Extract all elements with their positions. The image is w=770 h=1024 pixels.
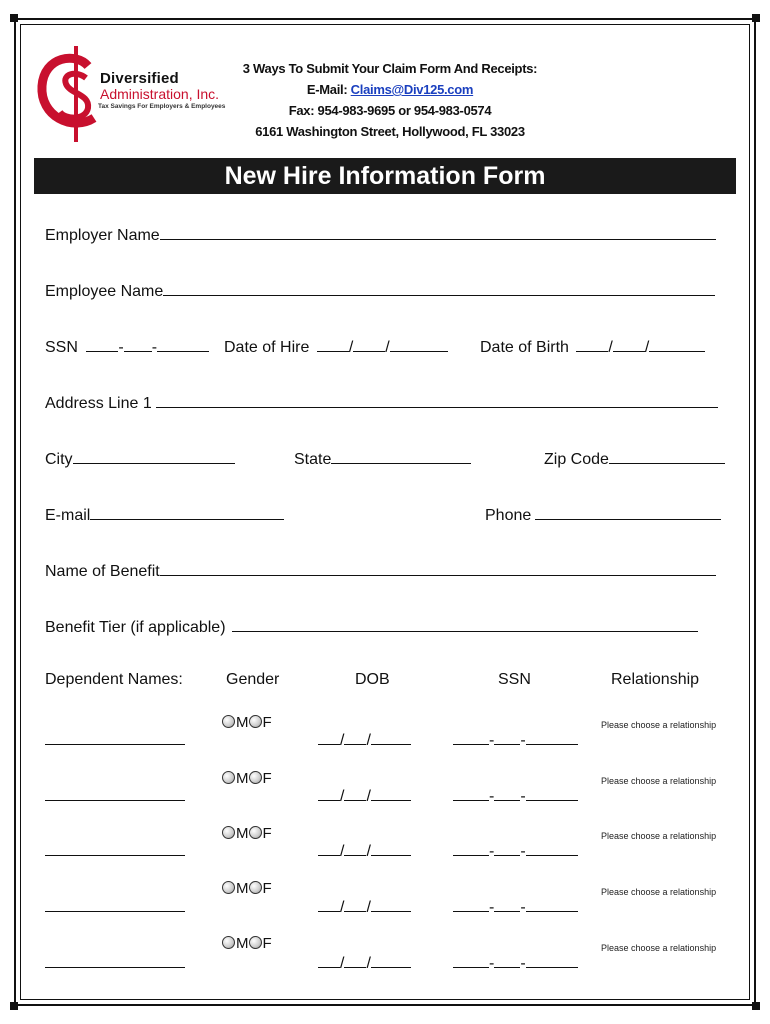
city-field[interactable]: [73, 449, 235, 464]
email-label: E-mail: [45, 507, 91, 524]
employee-name-field[interactable]: [163, 281, 715, 296]
birth-month-field[interactable]: [576, 337, 608, 352]
city-row: [45, 449, 235, 469]
dependent-ssn-field[interactable]: - -: [453, 897, 578, 917]
benefit-name-field[interactable]: [160, 561, 716, 576]
dependent-ssn-field[interactable]: - -: [453, 953, 578, 973]
claims-email-link[interactable]: Claims@Div125.com: [350, 82, 474, 97]
birth-year-field[interactable]: [649, 337, 705, 352]
phone-label: Phone: [485, 507, 532, 524]
gender-f-radio[interactable]: [249, 881, 262, 894]
gender-m-radio[interactable]: [222, 936, 235, 949]
relationship-select[interactable]: Please choose a relationship: [601, 943, 717, 953]
benefit-tier-field[interactable]: [232, 617, 698, 632]
gender-m-label: M: [236, 880, 249, 897]
benefit-name-label: Name of Benefit: [45, 563, 160, 580]
submission-address: 6161 Washington Street, Hollywood, FL 33023: [255, 124, 525, 139]
logo-tagline: Tax Savings For Employers & Employees: [98, 103, 226, 110]
email-field[interactable]: [90, 505, 284, 520]
date-of-hire-row: Date of Hire / /: [224, 337, 448, 357]
ssn-field-part2[interactable]: [124, 337, 152, 352]
dependent-name-field[interactable]: [45, 786, 185, 801]
gender-f-radio[interactable]: [249, 715, 262, 728]
company-logo: [36, 44, 246, 144]
date-of-birth-row: Date of Birth / /: [480, 337, 705, 357]
phone-row: [485, 505, 721, 525]
ssn-field-part3[interactable]: [157, 337, 209, 352]
employee-name-row: [45, 281, 715, 301]
dependent-ssn-field[interactable]: - -: [453, 730, 578, 750]
benefit-name-row: [45, 561, 716, 581]
gender-f-radio[interactable]: [249, 826, 262, 839]
birth-day-field[interactable]: [613, 337, 645, 352]
gender-f-label: F: [262, 825, 272, 842]
corner-mark: [752, 14, 760, 22]
zip-label: Zip Code: [544, 451, 609, 468]
gender-m-radio[interactable]: [222, 826, 235, 839]
employer-name-field[interactable]: [160, 225, 716, 240]
gender-m-radio[interactable]: [222, 715, 235, 728]
ssn-label: SSN: [45, 339, 78, 356]
employee-name-label: Employee Name: [45, 283, 164, 300]
dependent-dob-field[interactable]: / /: [318, 841, 411, 861]
email-label: E-Mail:: [306, 82, 348, 97]
gender-m-radio[interactable]: [222, 881, 235, 894]
date-of-birth-label: Date of Birth: [480, 339, 569, 356]
gender-choice: [222, 714, 272, 731]
employer-name-row: [45, 225, 716, 245]
gender-m-radio[interactable]: [222, 771, 235, 784]
relationship-select[interactable]: Please choose a relationship: [601, 831, 717, 841]
phone-field[interactable]: [535, 505, 721, 520]
corner-mark: [752, 1002, 760, 1010]
gender-choice: [222, 880, 272, 897]
gender-f-radio[interactable]: [249, 771, 262, 784]
dependent-ssn-field[interactable]: - -: [453, 786, 578, 806]
gender-choice: [222, 825, 272, 842]
email-row: [45, 505, 284, 525]
gender-f-label: F: [262, 880, 272, 897]
corner-mark: [10, 1002, 18, 1010]
benefit-tier-row: [45, 617, 698, 637]
logo-text-line2: Administration, Inc.: [100, 86, 220, 102]
ssn-row: SSN - -: [45, 337, 209, 357]
dependent-dob-field[interactable]: / /: [318, 897, 411, 917]
dependent-name-field[interactable]: [45, 841, 185, 856]
dependent-dob-field[interactable]: / /: [318, 786, 411, 806]
dollar-logo-icon: [36, 44, 106, 144]
gender-f-label: F: [262, 935, 272, 952]
form-title: New Hire Information Form: [34, 158, 736, 194]
dependent-dob-field[interactable]: / /: [318, 730, 411, 750]
dependent-dob-field[interactable]: / /: [318, 953, 411, 973]
date-of-hire-label: Date of Hire: [224, 339, 310, 356]
ssn-field-part1[interactable]: [86, 337, 118, 352]
gender-choice: [222, 770, 272, 787]
benefit-tier-label: Benefit Tier (if applicable): [45, 619, 226, 636]
state-field[interactable]: [331, 449, 471, 464]
relationship-select[interactable]: Please choose a relationship: [601, 720, 717, 730]
gender-m-label: M: [236, 714, 249, 731]
state-row: [294, 449, 471, 469]
dependent-name-field[interactable]: [45, 897, 185, 912]
submission-email: [240, 79, 540, 100]
gender-column-header: Gender: [226, 671, 280, 688]
city-label: City: [45, 451, 73, 468]
ssn-column-header: SSN: [498, 671, 531, 688]
corner-mark: [10, 14, 18, 22]
dependents-heading: Dependent Names:: [45, 671, 183, 688]
dob-column-header: DOB: [355, 671, 390, 688]
gender-m-label: M: [236, 770, 249, 787]
submission-fax: Fax: 954-983-9695 or 954-983-0574: [288, 103, 492, 118]
zip-field[interactable]: [609, 449, 725, 464]
dependent-name-field[interactable]: [45, 730, 185, 745]
relationship-select[interactable]: Please choose a relationship: [601, 776, 717, 786]
gender-m-label: M: [236, 935, 249, 952]
logo-text-line1: Diversified: [100, 70, 179, 87]
address-label: Address Line 1: [45, 395, 152, 412]
relationship-select[interactable]: Please choose a relationship: [601, 887, 717, 897]
relationship-column-header: Relationship: [611, 671, 700, 688]
address-row: [45, 393, 718, 413]
dependent-name-field[interactable]: [45, 953, 185, 968]
hire-month-field[interactable]: [317, 337, 349, 352]
gender-m-label: M: [236, 825, 249, 842]
gender-choice: [222, 935, 272, 952]
address-field[interactable]: [156, 393, 718, 408]
dependent-ssn-field[interactable]: - -: [453, 841, 578, 861]
gender-f-radio[interactable]: [249, 936, 262, 949]
hire-day-field[interactable]: [353, 337, 385, 352]
submission-info: [240, 58, 540, 142]
zip-row: [544, 449, 725, 469]
gender-f-label: F: [262, 714, 272, 731]
employer-name-label: Employer Name: [45, 227, 160, 244]
gender-f-label: F: [262, 770, 272, 787]
hire-year-field[interactable]: [390, 337, 448, 352]
state-label: State: [294, 451, 332, 468]
submission-heading: 3 Ways To Submit Your Claim Form And Receipts:: [242, 61, 538, 76]
